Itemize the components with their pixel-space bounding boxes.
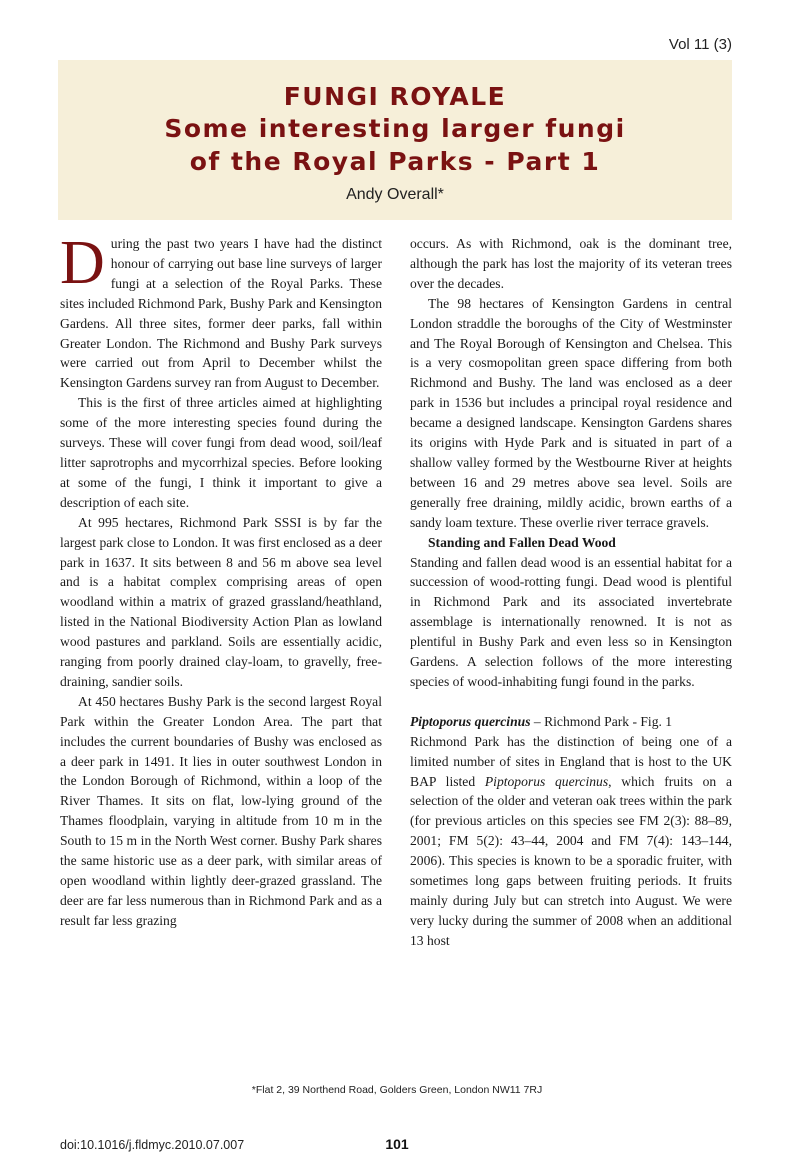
author-footnote: *Flat 2, 39 Northend Road, Golders Green, London NW11 7RJ [251,1084,543,1096]
paragraph: This is the first of three articles aimed at highlighting some of the more interesting species found during the surveys. These will cover fungi from dead wood, soil/leaf litter saprotrophs and mycorrhizal species. Before looking at some of the fungi, I think it important to give a description of each site. [60,395,382,510]
species-heading [410,712,732,732]
species-figure-ref: – Richmond Park - Fig. 1 [530,713,673,729]
paragraph-intro [60,229,382,393]
paragraph: At 995 hectares, Richmond Park SSSI is by far the largest park close to London. It was first enclosed as a deer park in 1637. It sits between 8 and 56 m above sea level and is a habitat complex comprising areas of open woodland within a matrix of grazed grassland/heathland, listed in the National Biodiversity Action Plan as lowland wood pastures and parkland. Soils are essentially acidic, ranging from poorly drained clay-loam, to gravelly, free-draining, sandier soils. [60,514,382,689]
series-title: FUNGI ROYALE [283,82,507,111]
paragraph: Standing and fallen dead wood is an essential habitat for a succession of wood-rotting fungi. Dead wood is plentiful in Richmond Park and its associated invertebrate assemblage is internationally renowned. It is not as plentiful in Bushy Park and even less so in Kensington Gardens. A selection follows of the more interesting species of wood-inhabiting fungi found in the parks. [410,554,732,689]
species-name: Piptoporus quercinus [410,713,531,729]
volume-label: Vol 11 (3) [668,36,732,53]
spacer [410,692,732,712]
paragraph: At 450 hectares Bushy Park is the second largest Royal Park within the Greater London Area. The part that includes the current boundaries of Bushy was enclosed as a deer park in 1491. It lies in outer southwest London in the London Borough of Richmond, within a loop of the River Thames. It sits on flat, low-lying ground of the Thames floodplain, varying in altitude from 10 m in the South to 15 m in the North West corner. Bushy Park shares the same historic use as a deer park, with similar areas of open woodland within lightly deer-grazed grassland. The deer are far less numerous than in Richmond Park and as a result far less grazing [60,693,382,928]
paragraph-text: , which fruits on a selection of the older and veteran oak trees within the park (for previous articles on this species see FM 2(3): 88–89, 2001; FM 5(2): 43–44, 2004 and FM 7(4): 143–144, 2006). This species is known to be a sporadic fruiter, with sometimes long gaps between fruiting periods. It fruits mainly during July but can stretch into August. We were very lucky during the summer of 2008 when an additional 13 host [410,773,732,948]
paragraph [410,732,732,951]
article-title-line-1: Some interesting larger fungi [164,114,626,143]
paragraph: The 98 hectares of Kensington Gardens in central London straddle the boroughs of the City of Westminster and The Royal Borough of Kensington and Chelsea. This is a very cosmopolitan green space differing from both Richmond and Bushy. The land was enclosed as a deer park in 1536 but includes a principal royal residence and became a designed landscape. Kensington Gardens shares its origins with Hyde Park and is situated in part of a shallow valley formed by the Westbourne River at heights between 16 and 29 metres above sea level. Soils are generally free draining, mildly acidic, brown earths of a sandy loam texture. These overlie river terrace gravels. [410,295,732,530]
right-column [410,234,732,951]
article-title-line-2: of the Royal Parks - Part 1 [189,147,601,176]
section-heading: Standing and Fallen Dead Wood [428,534,616,550]
title-banner [58,60,732,220]
author: Andy Overall* [346,186,444,203]
doi-link[interactable]: doi:10.1016/j.fldmyc.2010.07.007 [60,1138,245,1152]
species-italic: Piptoporus quercinus [484,773,609,789]
paragraph-intro-text: uring the past two years I have had the distinct honour of carrying out base line surveys of larger fungi at a selection of the Royal Parks. These sites included Richmond Park, Bushy Park and Kensington Gardens. All three sites, former deer parks, fall within Greater London. The Richmond and Bushy Park surveys were carried out from April to December whilst the Kensington Gardens survey ran from August to December. [60,236,382,391]
paragraph-text: Richmond Park has the distinction of being one of a limited number of sites in England that is host to the UK BAP listed [410,733,732,789]
page-number: 101 [385,1136,409,1152]
paragraph: occurs. As with Richmond, oak is the dominant tree, although the park has lost the majority of its veteran trees over the decades. [410,236,732,291]
left-column [60,229,382,931]
drop-cap: D [60,229,105,297]
